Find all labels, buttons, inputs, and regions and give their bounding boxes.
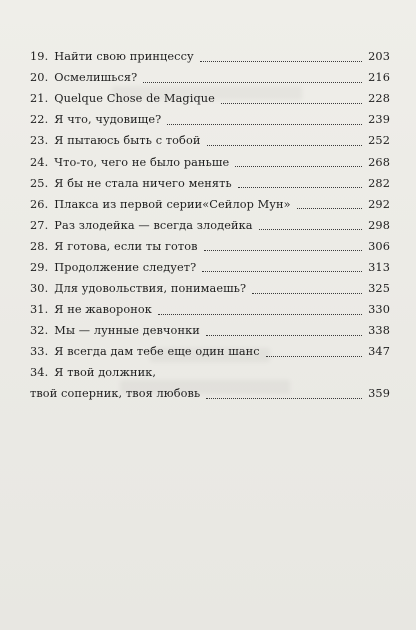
toc-entry[interactable] — [30, 67, 390, 88]
page-number: 216 — [368, 71, 390, 85]
toc-entry[interactable] — [30, 46, 390, 67]
chapter-number: 25. — [30, 176, 49, 190]
page-number: 282 — [368, 176, 390, 190]
chapter-number: 27. — [30, 218, 49, 232]
chapter-title: Я твой должник, — [54, 366, 157, 380]
chapter-title: Я не жаворонок — [54, 303, 152, 317]
page-number: 203 — [368, 50, 390, 64]
dot-leader — [204, 249, 363, 251]
dot-leader — [259, 228, 362, 230]
chapter-title: Я всегда дам тебе еще один шанс — [54, 345, 260, 359]
dot-leader — [167, 123, 362, 125]
page-number: 313 — [368, 260, 390, 274]
dot-leader — [266, 355, 362, 357]
chapter-title: Осмелишься? — [54, 71, 138, 85]
chapter-title: Quelque Chose de Magique — [54, 92, 215, 106]
chapter-number: 22. — [30, 113, 49, 127]
dot-leader — [202, 270, 362, 272]
page-number: 268 — [368, 155, 390, 169]
dot-leader — [206, 397, 362, 399]
chapter-number: 23. — [30, 134, 49, 148]
dot-leader — [238, 186, 362, 188]
toc-entry[interactable] — [30, 341, 390, 362]
toc-entry[interactable] — [30, 320, 390, 341]
chapter-number: 20. — [30, 71, 49, 85]
chapter-number: 28. — [30, 239, 49, 253]
chapter-number: 31. — [30, 303, 49, 317]
chapter-number: 19. — [30, 50, 49, 64]
page-number: 252 — [368, 134, 390, 148]
chapter-number: 32. — [30, 324, 49, 338]
page-number: 347 — [368, 345, 390, 359]
dot-leader — [297, 207, 362, 209]
chapter-title: Для удовольствия, понимаешь? — [54, 282, 247, 296]
dot-leader-wrap — [206, 383, 362, 404]
chapter-title: Я готова, если ты готов — [54, 239, 198, 253]
dot-leader — [143, 81, 362, 83]
chapter-title-line2 — [30, 383, 200, 404]
toc-entry[interactable] — [30, 151, 390, 172]
chapter-number: 24. — [30, 155, 49, 169]
dot-leader — [207, 144, 363, 146]
toc-entry[interactable] — [30, 194, 390, 215]
dot-leader — [158, 313, 362, 315]
chapter-title-continued: твой соперник, твоя любовь — [30, 387, 201, 401]
chapter-title: Что-то, чего не было раньше — [54, 155, 230, 169]
dot-leader — [200, 60, 362, 62]
chapter-number: 29. — [30, 260, 49, 274]
table-of-contents — [30, 46, 390, 404]
chapter-number: 34. — [30, 366, 49, 380]
toc-entry[interactable] — [30, 109, 390, 130]
page-number: 359 — [368, 387, 390, 401]
page-number: 330 — [368, 303, 390, 317]
chapter-title: Я пытаюсь быть с тобой — [54, 134, 201, 148]
chapter-title: Найти свою принцессу — [54, 50, 194, 64]
toc-entry[interactable] — [30, 215, 390, 236]
page-number: 228 — [368, 92, 390, 106]
chapter-title: Я бы не стала ничего менять — [54, 176, 232, 190]
chapter-title: Плакса из первой серии«Сейлор Мун» — [54, 197, 291, 211]
dot-leader — [206, 334, 362, 336]
toc-entry[interactable] — [30, 257, 390, 278]
dot-leader — [221, 102, 362, 104]
dot-leader — [235, 165, 362, 167]
page-number: 325 — [368, 282, 390, 296]
chapter-number: 33. — [30, 345, 49, 359]
chapter-number: 30. — [30, 282, 49, 296]
toc-entry[interactable] — [30, 88, 390, 109]
toc-entry-last[interactable] — [30, 362, 390, 404]
page-number: 338 — [368, 324, 390, 338]
toc-entry[interactable] — [30, 236, 390, 257]
page-number: 306 — [368, 239, 390, 253]
page-number: 239 — [368, 113, 390, 127]
toc-entry[interactable] — [30, 299, 390, 320]
chapter-number: 21. — [30, 92, 49, 106]
chapter-title: Мы — лунные девчонки — [54, 324, 200, 338]
chapter-title-block — [30, 362, 200, 404]
toc-entry[interactable] — [30, 130, 390, 151]
chapter-title: Я что, чудовище? — [54, 113, 162, 127]
chapter-title-line1 — [30, 362, 200, 383]
toc-entry[interactable] — [30, 173, 390, 194]
chapter-number: 26. — [30, 197, 49, 211]
dot-leader — [252, 292, 362, 294]
page-number: 298 — [368, 218, 390, 232]
toc-entry[interactable] — [30, 278, 390, 299]
page-number: 292 — [368, 197, 390, 211]
chapter-title: Продолжение следует? — [54, 260, 197, 274]
chapter-title: Раз злодейка — всегда злодейка — [54, 218, 253, 232]
